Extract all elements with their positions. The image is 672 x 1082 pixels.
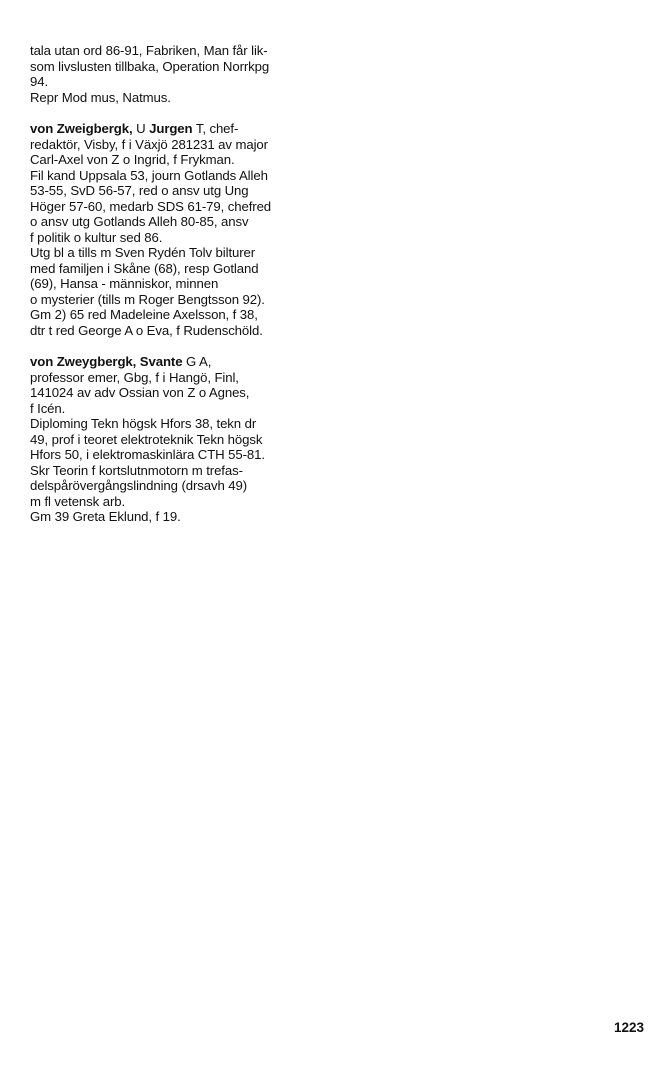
entry-heading-rest: G A, bbox=[182, 354, 212, 369]
entry-heading-line bbox=[30, 121, 330, 137]
text-line: Skr Teorin f kortslutnmotorn m trefas- bbox=[30, 462, 243, 478]
text-line: Höger 57-60, medarb SDS 61-79, chefred bbox=[30, 198, 272, 214]
text-line: 141024 av adv Ossian von Z o Agnes, bbox=[30, 385, 250, 400]
entry-heading-rest: T, chef- bbox=[192, 121, 239, 136]
text-line: 53-55, SvD 56-57, red o ansv utg Ung bbox=[30, 183, 249, 198]
entry-zweigbergk-jurgen bbox=[30, 121, 330, 338]
entry-firstname: Jurgen bbox=[149, 121, 193, 136]
text-line: Gm 39 Greta Eklund, f 19. bbox=[30, 509, 181, 524]
text-line: redaktör, Visby, f i Växjö 281231 av major bbox=[30, 136, 268, 152]
text-line: Utg bl a tills m Sven Rydén Tolv bilturer bbox=[30, 245, 256, 260]
text-line: professor emer, Gbg, f i Hangö, Finl, bbox=[30, 369, 239, 385]
entry-zweygbergk-svante bbox=[30, 354, 330, 525]
text-line: 94. bbox=[30, 74, 49, 89]
entry-heading-line bbox=[30, 354, 330, 370]
text-line: Carl-Axel von Z o Ingrid, f Frykman. bbox=[30, 152, 235, 167]
text-line: 49, prof i teoret elektroteknik Tekn högsk bbox=[30, 431, 263, 447]
text-line: Gm 2) 65 red Madeleine Axelsson, f 38, bbox=[30, 307, 258, 322]
text-line: o mysterier (tills m Roger Bengtsson 92). bbox=[30, 291, 265, 307]
text-line: Repr Mod mus, Natmus. bbox=[30, 89, 171, 105]
text-line: o ansv utg Gotlands Alleh 80-85, ansv bbox=[30, 214, 249, 229]
text-line: delspårövergångslindning (drsavh 49) bbox=[30, 478, 248, 493]
text-line: Diploming Tekn högsk Hfors 38, tekn dr bbox=[30, 416, 257, 431]
text-line: m fl vetensk arb. bbox=[30, 493, 126, 509]
page-number: 1223 bbox=[613, 1020, 644, 1035]
text-line: Fil kand Uppsala 53, journ Gotlands Alleh bbox=[30, 167, 268, 183]
text-line: f Icén. bbox=[30, 400, 66, 416]
entry-initial: U bbox=[132, 121, 150, 136]
text-line: som livslusten tillbaka, Operation Norrkpg bbox=[30, 58, 270, 74]
entry-name: von Zweygbergk, Svante bbox=[30, 354, 183, 369]
text-line: tala utan ord 86-91, Fabriken, Man får lik- bbox=[30, 43, 268, 58]
text-line: Hfors 50, i elektromaskinlära CTH 55-81. bbox=[30, 447, 265, 462]
continuation-block bbox=[30, 43, 330, 105]
text-line: f politik o kultur sed 86. bbox=[30, 229, 163, 245]
text-line: med familjen i Skåne (68), resp Gotland bbox=[30, 260, 259, 276]
entry-surname: von Zweigbergk, bbox=[30, 121, 133, 136]
text-line: (69), Hansa - människor, minnen bbox=[30, 276, 219, 291]
text-column bbox=[30, 43, 330, 525]
text-line: dtr t red George A o Eva, f Rudenschöld. bbox=[30, 322, 263, 338]
